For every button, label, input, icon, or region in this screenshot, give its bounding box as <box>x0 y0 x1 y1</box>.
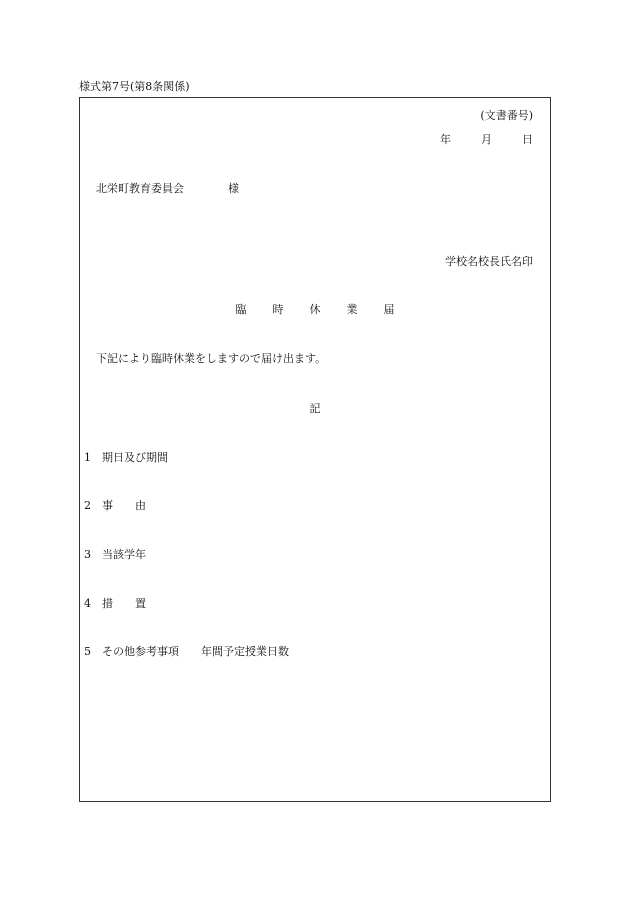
title-char: 時 <box>272 303 284 316</box>
item-label-char: 措 <box>102 597 113 610</box>
date-day-label: 日 <box>522 133 533 146</box>
date-line <box>440 134 533 145</box>
item-reason <box>84 500 146 511</box>
addressee-honorific: 様 <box>228 182 239 195</box>
item-period <box>84 452 168 463</box>
title-char: 届 <box>383 303 395 316</box>
item-other-notes <box>84 646 289 657</box>
item-label: その他参考事項 <box>102 645 179 658</box>
item-label: 期日及び期間 <box>102 451 168 464</box>
ki-heading: 記 <box>309 402 321 415</box>
form-label: 様式第7号(第8条関係) <box>79 80 190 93</box>
item-number: 1 <box>84 451 91 464</box>
item-note: 年間予定授業日数 <box>201 645 289 658</box>
item-measures <box>84 598 146 609</box>
item-number: 5 <box>84 645 91 658</box>
date-year-label: 年 <box>440 133 451 146</box>
item-number: 2 <box>84 499 91 512</box>
title-char: 臨 <box>235 303 247 316</box>
item-label-char: 由 <box>135 499 146 512</box>
item-label-char: 置 <box>135 597 146 610</box>
item-number: 3 <box>84 548 91 561</box>
form-border <box>79 97 551 802</box>
title-char: 業 <box>346 303 358 316</box>
item-label: 当該学年 <box>102 548 146 561</box>
intro-text: 下記により臨時休業をしますので届け出ます。 <box>96 352 327 365</box>
item-grade <box>84 549 146 560</box>
item-label-char: 事 <box>102 499 113 512</box>
document-title <box>79 304 551 315</box>
date-month-label: 月 <box>481 133 492 146</box>
title-char: 休 <box>309 303 321 316</box>
sender-signature-line: 学校名校長氏名印 <box>445 255 533 268</box>
addressee <box>96 183 239 194</box>
item-number: 4 <box>84 597 91 610</box>
addressee-name: 北栄町教育委員会 <box>96 182 184 195</box>
document-number-label: (文書番号) <box>480 109 533 122</box>
